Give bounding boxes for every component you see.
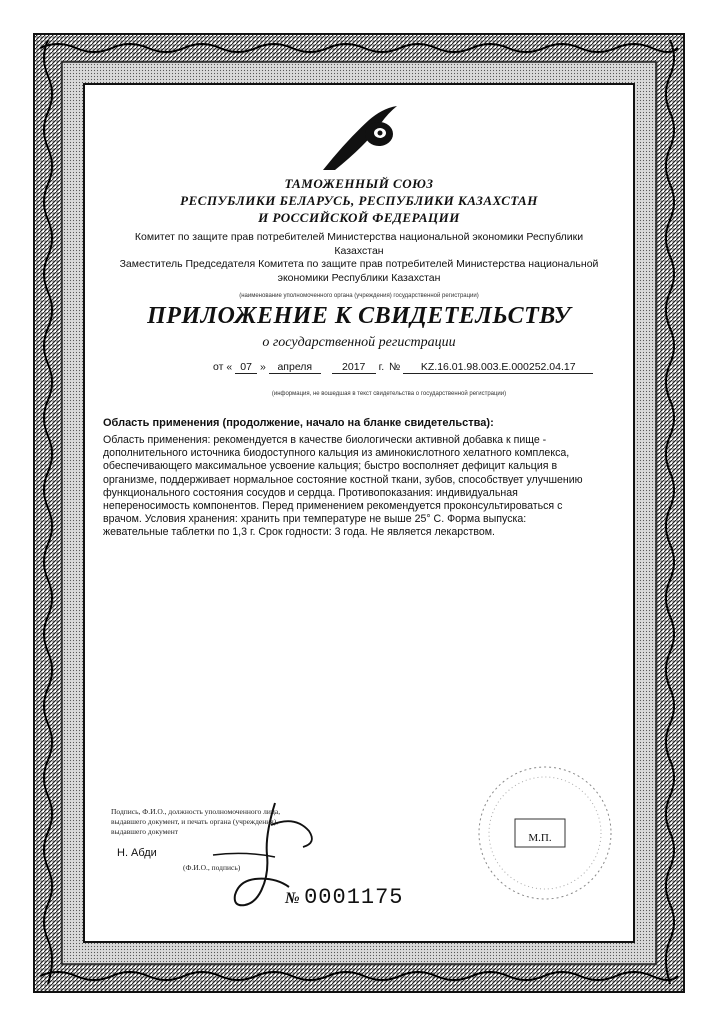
stamp-label: М.П. [528, 832, 552, 844]
date-year-suffix: г. [378, 361, 385, 373]
number-sign: № [389, 361, 401, 373]
registration-number: KZ.16.01.98.003.E.000252.04.17 [403, 361, 593, 374]
committee-line-4: экономики Республики Казахстан [277, 271, 441, 284]
body-line: врачом. Условия хранения: хранить при температуре не выше 25° С. Форма выпуска: [103, 513, 527, 526]
body-heading: Область применения (продолжение, начало на бланке свидетельства): [103, 417, 494, 429]
body-line: Область применения: рекомендуется в качестве биологически активной добавка к пище - [103, 434, 547, 446]
union-header [95, 175, 623, 226]
signature-caption-line-3: выдавшего документ [111, 827, 179, 836]
union-line-2: РЕСПУБЛИКИ БЕЛАРУСЬ, РЕСПУБЛИКИ КАЗАХСТАН [180, 193, 538, 208]
signatory-name: Н. Абди [117, 847, 157, 859]
page-subtitle: о государственной регистрации [262, 335, 456, 350]
date-month: апреля [269, 361, 321, 374]
date-prefix: от « [213, 361, 233, 373]
committee-line-1: Комитет по защите прав потребителей Министерства национальной экономики Республики [134, 231, 584, 243]
body-line: обеспечивающего максимальное усвоение кальция; быстро восполняет дефицит кальция в [103, 460, 558, 473]
certificate-page [95, 95, 623, 930]
body-line: дополнительного источника биодоступного кальция из аминокислотного хелатного комплекса, [103, 447, 570, 460]
date-row [213, 361, 633, 374]
body-line: функционального состояния сосудов и сердца. Противопоказания: индивидуальная [103, 486, 518, 499]
page-title: ПРИЛОЖЕНИЕ К СВИДЕТЕЛЬСТВУ [147, 303, 571, 329]
committee-line-3: Заместитель Председателя Комитета по защите прав потребителей Министерства национальной [119, 258, 599, 270]
union-line-3: И РОССИЙСКОЙ ФЕДЕРАЦИИ [258, 210, 460, 225]
body-line: организме, поддерживает нормальное состояние костной ткани, зубов, способствует улучшению [103, 473, 583, 486]
committee-line-2: Казахстан [334, 244, 384, 257]
body-text [103, 434, 621, 540]
date-mid: » [260, 361, 266, 373]
date-year: 2017 [332, 361, 376, 374]
union-line-1: ТАМОЖЕННЫЙ СОЮЗ [284, 176, 434, 191]
serial-number [285, 885, 404, 910]
authority-caption: (наименование уполномоченного органа (учреждения) государственной регистрации) [239, 293, 479, 299]
date-day: 07 [235, 361, 257, 374]
date-caption: (информация, не вошедшая в текст свидетельства о государственной регистрации) [271, 391, 507, 397]
signature-caption-line-1: Подпись, Ф.И.О., должность уполномоченного лица, [111, 807, 281, 816]
serial-sign: № [285, 890, 300, 907]
signature-caption-line-2: выдавшего документ, и печать органа (учреждения), [111, 817, 279, 826]
serial-value: 0001175 [304, 885, 404, 910]
committee-block [95, 231, 623, 285]
emblem-logo [317, 100, 403, 174]
body-line: непереносимость компонентов. Перед применением рекомендуется проконсультироваться с [103, 500, 563, 513]
signatory-name-caption: (Ф.И.О., подпись) [183, 863, 241, 872]
body-line: жевательные таблетки по 1,3 г. Срок годности: 3 года. Не является лекарством. [103, 526, 495, 539]
